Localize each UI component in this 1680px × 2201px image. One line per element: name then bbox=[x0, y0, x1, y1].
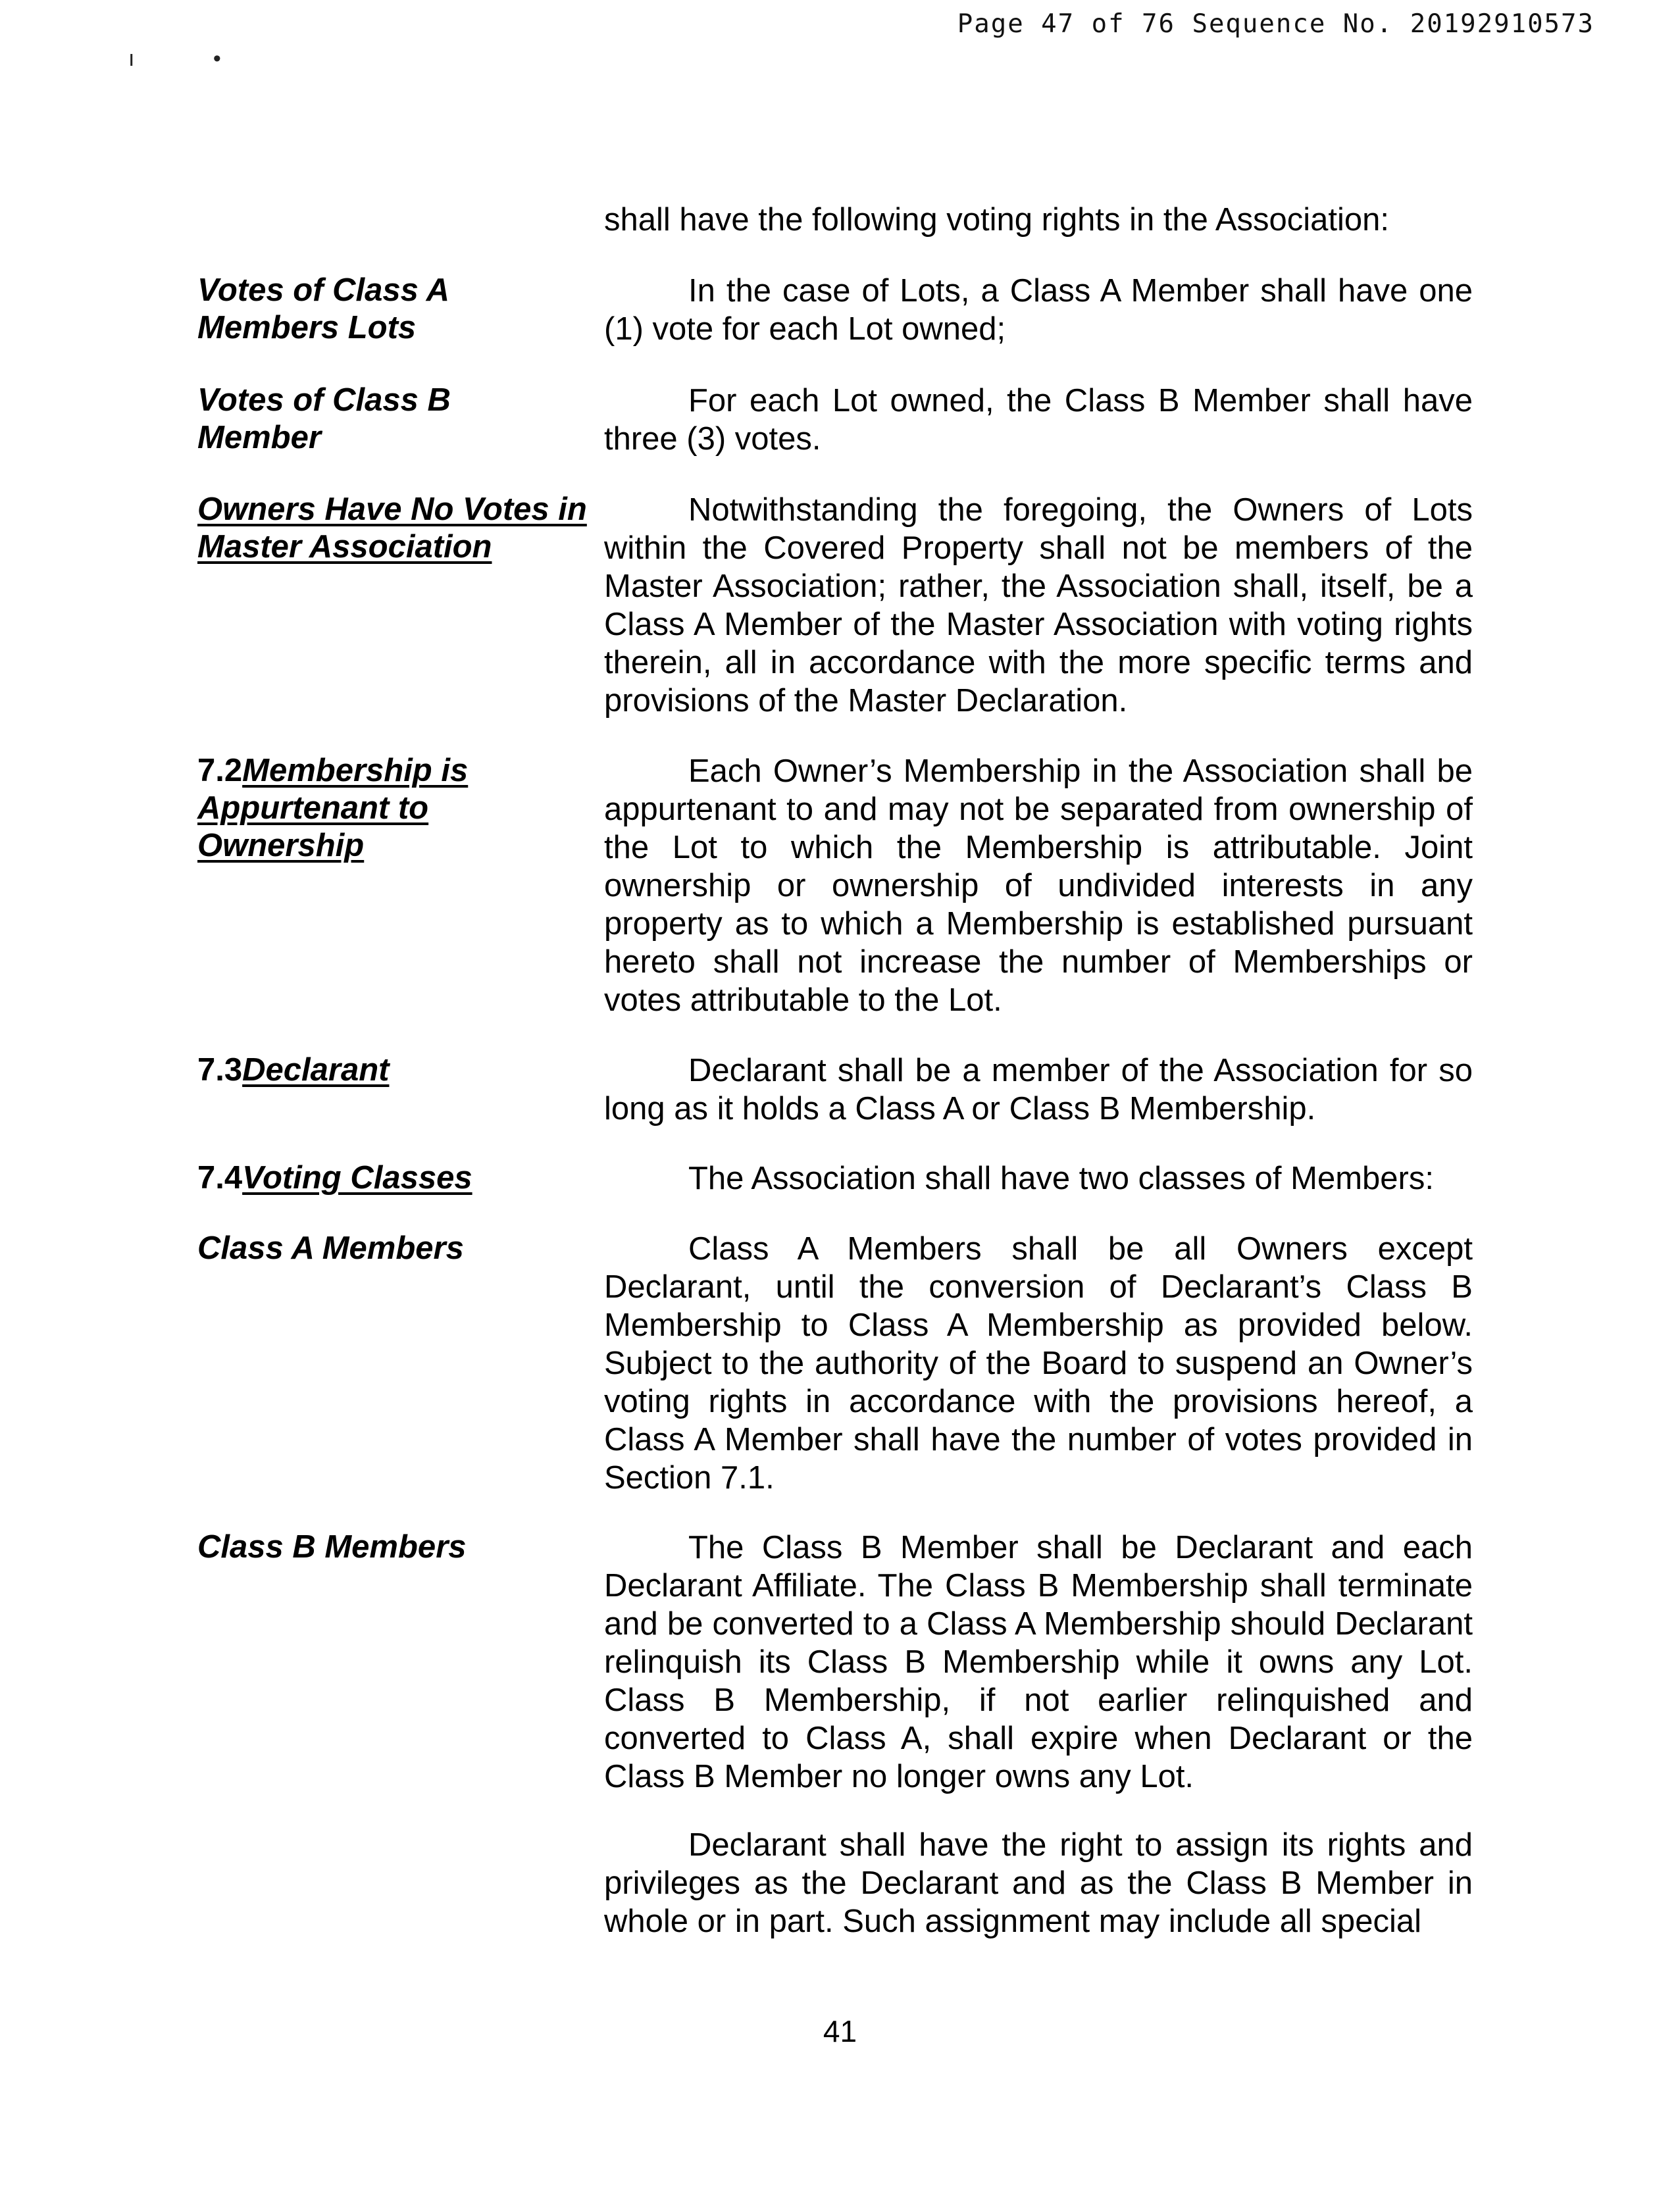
section-title: Class A Members bbox=[197, 1230, 464, 1266]
section-heading bbox=[197, 272, 566, 347]
section-title: Membership is Appurtenant to Ownership bbox=[197, 753, 469, 863]
section-number: 7.3 bbox=[197, 1052, 243, 1088]
section-title: Votes of Class A Members Lots bbox=[197, 272, 449, 345]
scan-mark: • bbox=[213, 46, 221, 71]
section-heading bbox=[197, 1051, 566, 1089]
section-number: 7.2 bbox=[197, 753, 243, 788]
section-title: Declarant bbox=[242, 1052, 390, 1088]
page-number: 41 bbox=[823, 2014, 857, 2048]
scan-mark: ı bbox=[128, 46, 135, 71]
section-text: Class A Members shall be all Owners except Declarant, until the conversion of Declarant’s Class B Membership to Class A Membership as provided below. Subject to the authority of the Board to suspend an Owner’s voting rights in accordance with the provisions hereof, a Class A Member shall have the number of votes provided in Section 7.1. bbox=[604, 1231, 1473, 1496]
section-text: Notwithstanding the foregoing, the Owners of Lots within the Covered Property shall not be members of the Master Association; rather, the Association shall, itself, be a Class A Member of the Master Association with voting rights therein, all in accordance with the more specific terms and provisions of the Master Declaration. bbox=[604, 492, 1473, 719]
section-title: Owners Have No Votes in Master Association bbox=[197, 492, 587, 565]
section-number: 7.4 bbox=[197, 1160, 243, 1196]
section-heading bbox=[197, 752, 553, 865]
section-heading bbox=[197, 491, 592, 566]
section-text: The Association shall have two classes of Members: bbox=[688, 1161, 1434, 1196]
trailing-text: Declarant shall have the right to assign its rights and privileges as the Declarant and as the Class B Member in whole or in part. Such assignment may include all special bbox=[604, 1827, 1473, 1939]
section-text: Declarant shall be a member of the Association for so long as it holds a Class A or Class B Membership. bbox=[604, 1053, 1473, 1126]
scan-marks bbox=[128, 46, 293, 72]
section-text: Each Owner’s Membership in the Association shall be appurtenant to and may not be separated from ownership of the Lot to which the Membership is attributable. Joint ownership or ownership of undivided interests in any property as to which a Membership is established pursuant hereto shall not increase the number of Memberships or votes attributable to the Lot. bbox=[604, 753, 1473, 1018]
section-text: For each Lot owned, the Class B Member shall have three (3) votes. bbox=[604, 383, 1473, 457]
section-heading bbox=[197, 1230, 566, 1267]
section-heading bbox=[197, 382, 566, 457]
section-heading bbox=[197, 1529, 566, 1566]
intro-text: shall have the following voting rights in the Association: bbox=[604, 202, 1390, 238]
section-title: Class B Members bbox=[197, 1529, 467, 1565]
page-header: Page 47 of 76 Sequence No. 20192910573 bbox=[957, 9, 1594, 39]
section-heading bbox=[197, 1159, 566, 1197]
section-title: Voting Classes bbox=[242, 1160, 472, 1196]
section-text: The Class B Member shall be Declarant and each Declarant Affiliate. The Class B Membership shall terminate and be converted to a Class A Membership should Declarant relinquish its Class B Membership while it owns any Lot. Class B Membership, if not earlier relinquished and converted to Class A, shall expire when Declarant or the Class B Member no longer owns any Lot. bbox=[604, 1530, 1473, 1794]
section-text: In the case of Lots, a Class A Member shall have one (1) vote for each Lot owned; bbox=[604, 273, 1473, 347]
section-title: Votes of Class B Member bbox=[197, 382, 451, 455]
